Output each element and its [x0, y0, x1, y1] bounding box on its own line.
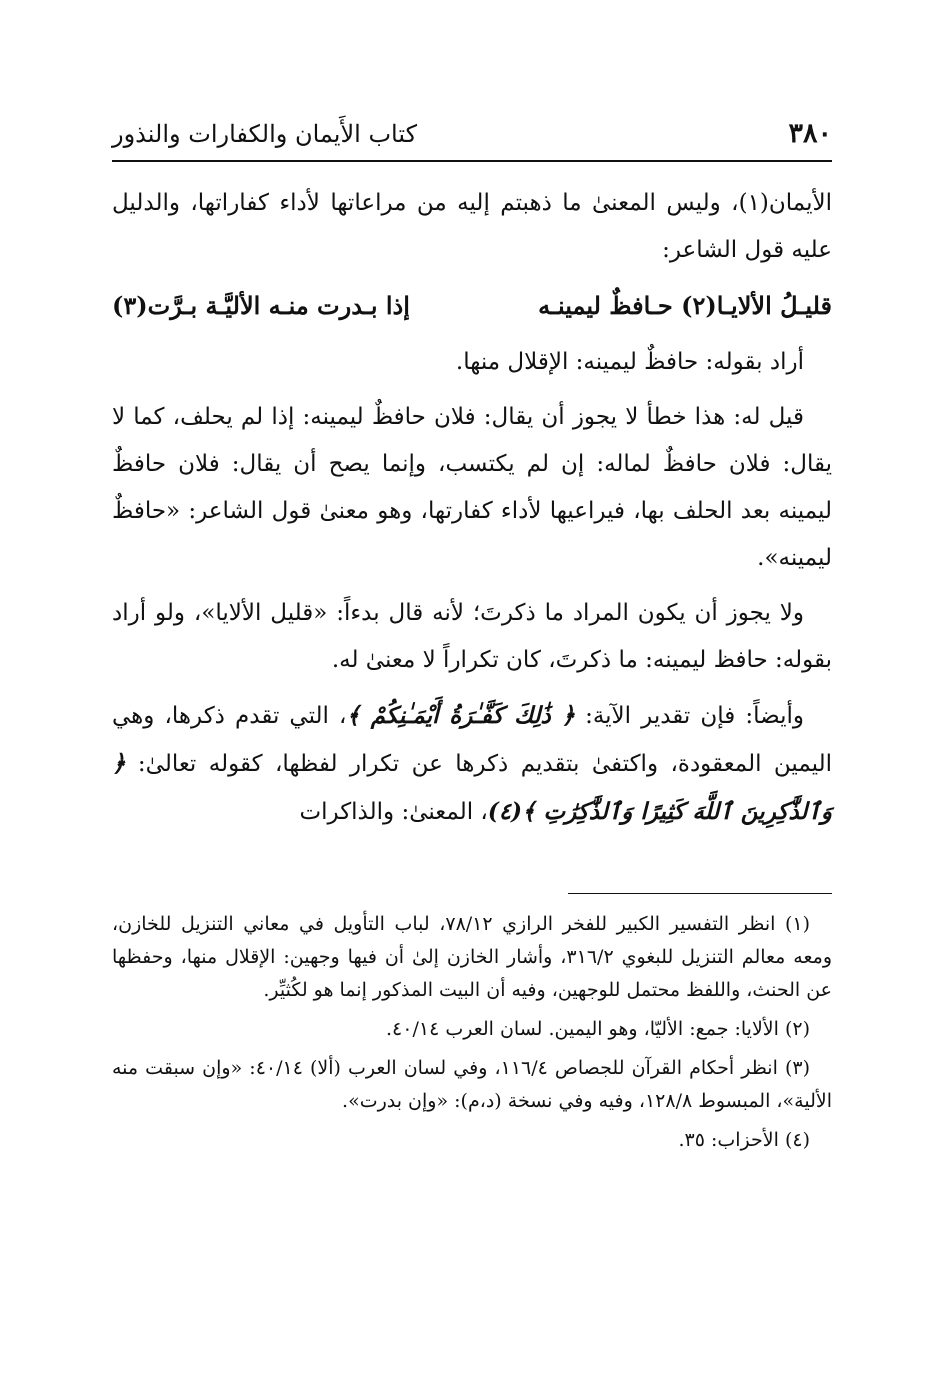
verse-second-hemistich: إذا بـدرت منـه الأليَّـة بـرَّت(٣) — [112, 291, 410, 320]
running-title: كتاب الأَيمان والكفارات والنذور — [112, 120, 418, 148]
verse-first-hemistich: قليـلُ الألايـا(٢) حـافظٌ ليمينـه — [538, 291, 832, 320]
main-text — [112, 180, 832, 844]
page-number: ٣٨٠ — [788, 118, 832, 149]
quran-quote-2: ﴿ وَٱلذَّٰكِرِينَ ٱللَّهَ كَثِيرًا وَٱلذَّٰكِرَٰتِ ﴾(٤) — [112, 750, 832, 825]
quran-quote-1: ﴿ ذَٰلِكَ كَفَّـٰرَةُ أَيْمَـٰنِكُمْ ﴾ — [346, 702, 575, 729]
page-header — [112, 118, 832, 160]
paragraph-2: أراد بقوله: حافظٌ ليمينه: الإقلال منها. — [455, 349, 804, 375]
footnote-1: (١) انظر التفسير الكبير للفخر الرازي ٧٨/١٢، لباب التأويل في معاني التنزيل للخازن، ومعه معالم التنزيل للبغوي ٣١٦/٢، وأشار الخازن إلىٰ أن فيها وجهين: الإقلال منها، وحفظها عن الحنث، واللفظ محتمل للوجهين، وفيه أن البيت المذكور إنما هو لكُثيِّر. — [112, 913, 832, 1001]
paragraph-5 — [112, 692, 832, 836]
paragraph-4: ولا يجوز أن يكون المراد ما ذكرتَ؛ لأنه قال بدءاً: «قليل الألايا»، ولو أراد بقوله: حافظ ليمينه: ما ذكرتَ، كان تكراراً لا معنىٰ له. — [112, 600, 832, 673]
paragraph-5-part-a: وأيضاً: فإن تقدير الآية: — [574, 703, 804, 729]
footnote-4: (٤) الأحزاب: ٣٥. — [678, 1129, 810, 1151]
header-rule — [112, 160, 832, 162]
paragraph-5-part-b: ، التي تقدم ذكرها، وهي اليمين المعقودة، واكتفىٰ بتقديم ذكرها عن تكرار لفظها، كقوله تعالىٰ: — [112, 703, 832, 777]
poetry-verse — [112, 282, 832, 329]
footnote-separator — [568, 893, 832, 894]
paragraph-5-part-c: ، المعنىٰ: والذاكرات — [299, 799, 488, 825]
footnotes — [112, 908, 832, 1163]
paragraph-3: قيل له: هذا خطأ لا يجوز أن يقال: فلان حافظٌ ليمينه: إذا لم يحلف، كما لا يقال: فلان حافظٌ لماله: إن لم يكتسب، وإنما يصح أن يقال: فلان حافظٌ ليمينه بعد الحلف بها، فيراعيها لأداء كفارتها، وهو معنىٰ قول الشاعر: «حافظٌ ليمينه». — [112, 404, 832, 571]
paragraph-1: الأيمان(١)، وليس المعنىٰ ما ذهبتم إليه من مراعاتها لأداء كفاراتها، والدليل عليه قول الشاعر: — [112, 190, 832, 263]
footnote-3: (٣) انظر أحكام القرآن للجصاص ١١٦/٤، وفي لسان العرب (ألا) ٤٠/١٤: «وإن سبقت منه الألية»، المبسوط ١٢٨/٨، وفيه وفي نسخة (د،م): «وإن بدرت». — [112, 1057, 832, 1112]
footnote-2: (٢) الألايا: جمع: الأليّا، وهو اليمين. لسان العرب ٤٠/١٤. — [386, 1018, 810, 1040]
